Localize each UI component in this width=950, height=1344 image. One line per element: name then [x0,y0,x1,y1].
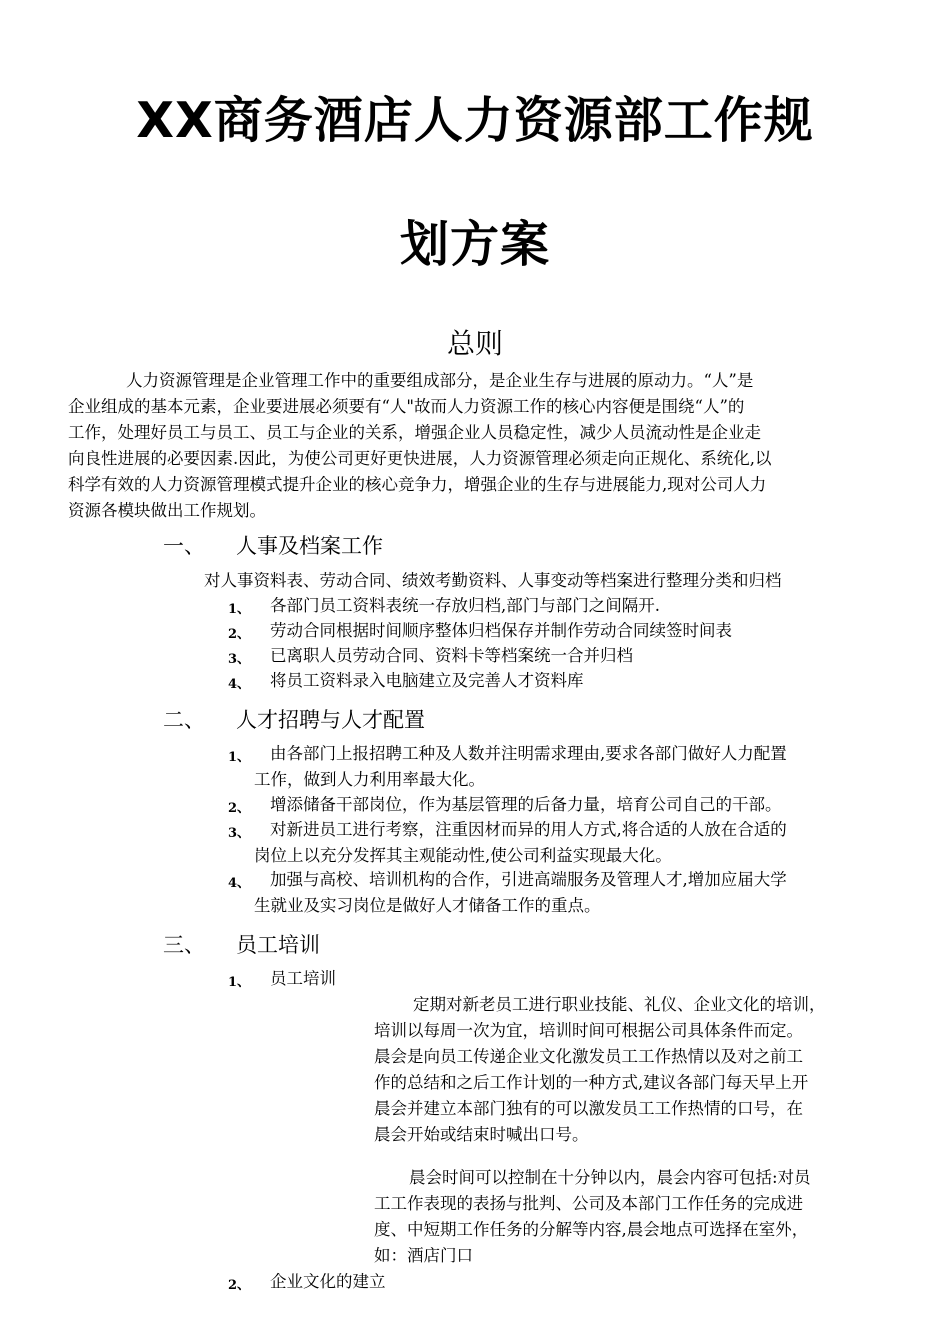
list-item-number: 1、 [228,975,251,990]
general-paragraph-line: 资源各模块做出工作规划。 [68,501,266,520]
training-paragraph-line: 晨会是向员工传递企业文化激发员工工作热情以及对之前工 [374,1047,803,1066]
list-item-number: 2、 [228,627,251,642]
list-item-text: 劳动合同根据时间顺序整体归档保存并制作劳动合同续签时间表 [270,621,732,640]
general-paragraph-line: 工作，处理好员工与员工、员工与企业的关系，增强企业人员稳定性，减少人员流动性是企业走 [68,423,761,442]
section-1-intro: 对人事资料表、劳动合同、绩效考勤资料、人事变动等档案进行整理分类和归档 [204,571,782,590]
section-3-number: 三、 [163,933,205,957]
general-paragraph-line: 科学有效的人力资源管理模式提升企业的核心竞争力，增强企业的生存与进展能力,现对公司人力 [68,475,767,494]
list-item-number: 2、 [228,1278,251,1293]
training-paragraph-line: 培训以每周一次为宜，培训时间可根据公司具体条件而定。 [374,1021,803,1040]
training-paragraph-line: 作的总结和之后工作计划的一种方式,建议各部门每天早上开 [374,1073,809,1092]
list-item-text-continued: 生就业及实习岗位是做好人才储备工作的重点。 [254,896,601,915]
section-2-number: 二、 [163,708,205,732]
section-3-title: 员工培训 [236,933,320,957]
list-item-text: 对新进员工进行考察，注重因材而异的用人方式,将合适的人放在合适的 [270,820,787,839]
section-2-title: 人才招聘与人才配置 [236,708,425,732]
general-paragraph-line: 人力资源管理是企业管理工作中的重要组成部分，是企业生存与进展的原动力。“人”是 [126,371,754,390]
general-paragraph-line: 企业组成的基本元素，企业要进展必须要有“人"故而人力资源工作的核心内容便是围绕“人”的 [68,397,745,416]
list-item-text: 企业文化的建立 [270,1272,386,1291]
list-item-text: 由各部门上报招聘工种及人数并注明需求理由,要求各部门做好人力配置 [270,744,787,763]
list-item-number: 1、 [228,602,251,617]
list-item-text: 增添储备干部岗位，作为基层管理的后备力量，培育公司自己的干部。 [270,795,782,814]
list-item-number: 4、 [228,677,251,692]
list-item-number: 4、 [228,876,251,891]
section-1-number: 一、 [163,534,205,558]
training-paragraph-line: 定期对新老员工进行职业技能、礼仪、企业文化的培训， [413,995,826,1014]
list-item-number: 3、 [228,652,251,667]
general-paragraph-line: 向良性进展的必要因素.因此，为使公司更好更快进展，人力资源管理必须走向正规化、系统化,以 [68,449,772,468]
document-title-line-2: 划方案 [399,216,550,273]
training-paragraph-line: 晨会时间可以控制在十分钟以内，晨会内容可包括:对员 [409,1168,811,1187]
training-paragraph-line: 如：酒店门口 [374,1246,473,1265]
training-paragraph-line: 工工作表现的表扬与批判、公司及本部门工作任务的完成进 [374,1194,803,1213]
list-item-number: 2、 [228,801,251,816]
list-item-text: 将员工资料录入电脑建立及完善人才资料库 [270,671,584,690]
list-item-text: 加强与高校、培训机构的合作，引进高端服务及管理人才,增加应届大学 [270,870,787,889]
list-item-text: 已离职人员劳动合同、资料卡等档案统一合并归档 [270,646,633,665]
list-item-number: 1、 [228,750,251,765]
list-item-text: 员工培训 [270,969,336,988]
section-1-title: 人事及档案工作 [236,534,383,558]
list-item-text: 各部门员工资料表统一存放归档,部门与部门之间隔开. [270,596,660,615]
general-heading: 总则 [446,327,503,360]
list-item-text-continued: 岗位上以充分发挥其主观能动性,使公司利益实现最大化。 [254,846,672,865]
training-paragraph-line: 晨会开始或结束时喊出口号。 [374,1125,589,1144]
list-item-number: 3、 [228,826,251,841]
training-paragraph-line: 晨会并建立本部门独有的可以激发员工工作热情的口号，在 [374,1099,803,1118]
document-title-line-1: XX商务酒店人力资源部工作规 [136,92,814,149]
training-paragraph-line: 度、中短期工作任务的分解等内容,晨会地点可选择在室外， [374,1220,809,1239]
list-item-text-continued: 工作，做到人力利用率最大化。 [254,770,485,789]
